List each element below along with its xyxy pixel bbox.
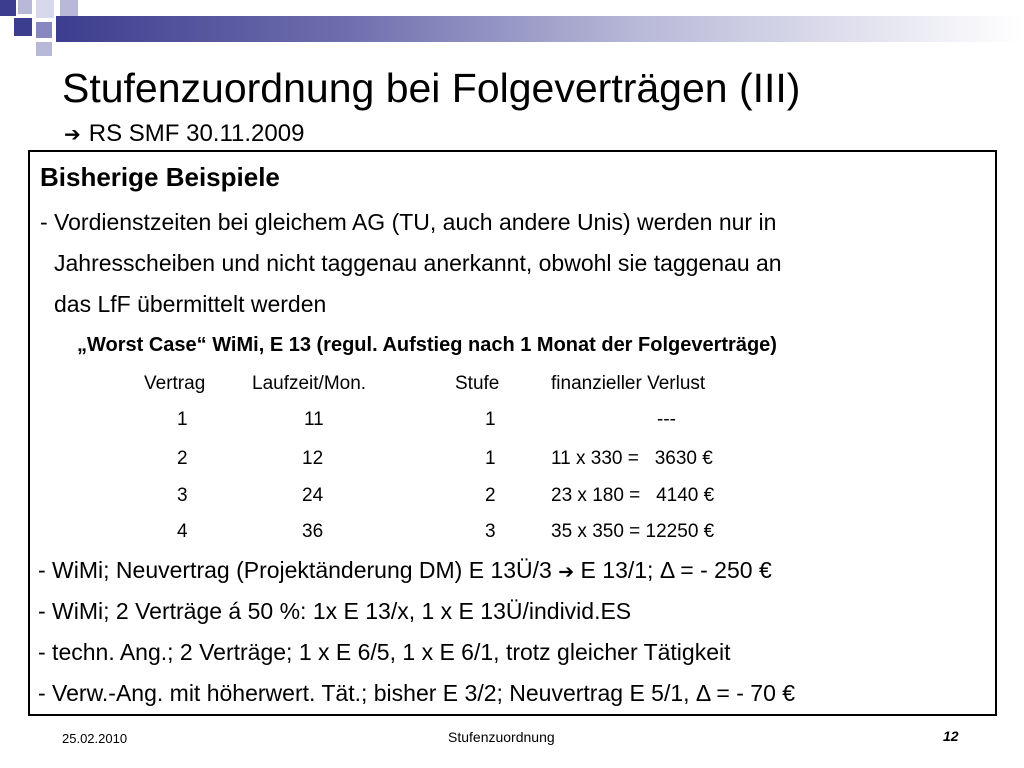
table-header-stufe: Stufe — [455, 373, 500, 394]
table-header-laufzeit: Laufzeit/Mon. — [252, 373, 367, 394]
worst-case-title: „Worst Case“ WiMi, E 13 (regul. Aufstieg nach 1 Monat der Folgeverträge) — [77, 334, 777, 356]
table-header-vertrag: Vertrag — [144, 373, 206, 394]
table-cell: 11 — [304, 409, 324, 430]
slide-subtitle — [64, 119, 304, 150]
subtitle-text: RS SMF 30.11.2009 — [88, 120, 305, 147]
bullet-4: - Verw.-Ang. mit höherwert. Tät.; bisher E 3/2; Neuvertrag E 5/1, Δ = - 70 € — [38, 680, 796, 706]
bullet-1-text-a: - WiMi; Neuvertrag (Projektänderung DM) E 13Ü/3 — [38, 557, 559, 583]
bullet-1 — [38, 555, 772, 588]
table-header-verlust: finanzieller Verlust — [551, 373, 706, 394]
header-band — [56, 16, 1024, 42]
table-cell: 12 — [302, 448, 324, 469]
bullet-1-text-b: E 13/1; Δ = - 250 € — [574, 557, 772, 583]
table-cell: 35 x 350 = 12250 € — [551, 521, 715, 542]
table-cell: 4 — [177, 521, 188, 542]
table-cell: 11 x 330 = 3630 € — [551, 448, 713, 469]
right-arrow-icon: ➔ — [64, 124, 81, 146]
intro-line-2: Jahresscheiben und nicht taggenau anerkannt, obwohl sie taggenau an — [54, 250, 782, 276]
table-cell: 3 — [177, 485, 188, 506]
table-cell: 3 — [485, 521, 496, 542]
table-cell: 1 — [177, 409, 188, 430]
bullet-3: - techn. Ang.; 2 Verträge; 1 x E 6/5, 1 x E 6/1, trotz gleicher Tätigkeit — [38, 639, 731, 665]
table-cell: 23 x 180 = 4140 € — [551, 485, 715, 506]
table-cell: 2 — [177, 448, 188, 469]
table-cell: --- — [657, 409, 676, 430]
content-box — [28, 150, 997, 716]
bullet-2: - WiMi; 2 Verträge á 50 %: 1x E 13/x, 1 x E 13Ü/individ.ES — [38, 598, 632, 624]
table-cell: 1 — [485, 409, 496, 430]
right-arrow-icon: ➔ — [558, 562, 575, 583]
intro-line-3: das LfF übermittelt werden — [54, 291, 327, 317]
footer-title: Stufenzuordnung — [448, 729, 555, 745]
slide-title: Stufenzuordnung bei Folgeverträgen (III) — [62, 65, 801, 111]
table-cell: 1 — [485, 448, 496, 469]
table-cell: 36 — [302, 521, 324, 542]
box-heading: Bisherige Beispiele — [40, 162, 280, 192]
footer-date: 25.02.2010 — [62, 731, 128, 746]
table-cell: 24 — [302, 485, 324, 506]
page-number: 12 — [943, 728, 959, 744]
table-cell: 2 — [485, 485, 496, 506]
intro-line-1: - Vordienstzeiten bei gleichem AG (TU, auch andere Unis) werden nur in — [40, 209, 777, 235]
